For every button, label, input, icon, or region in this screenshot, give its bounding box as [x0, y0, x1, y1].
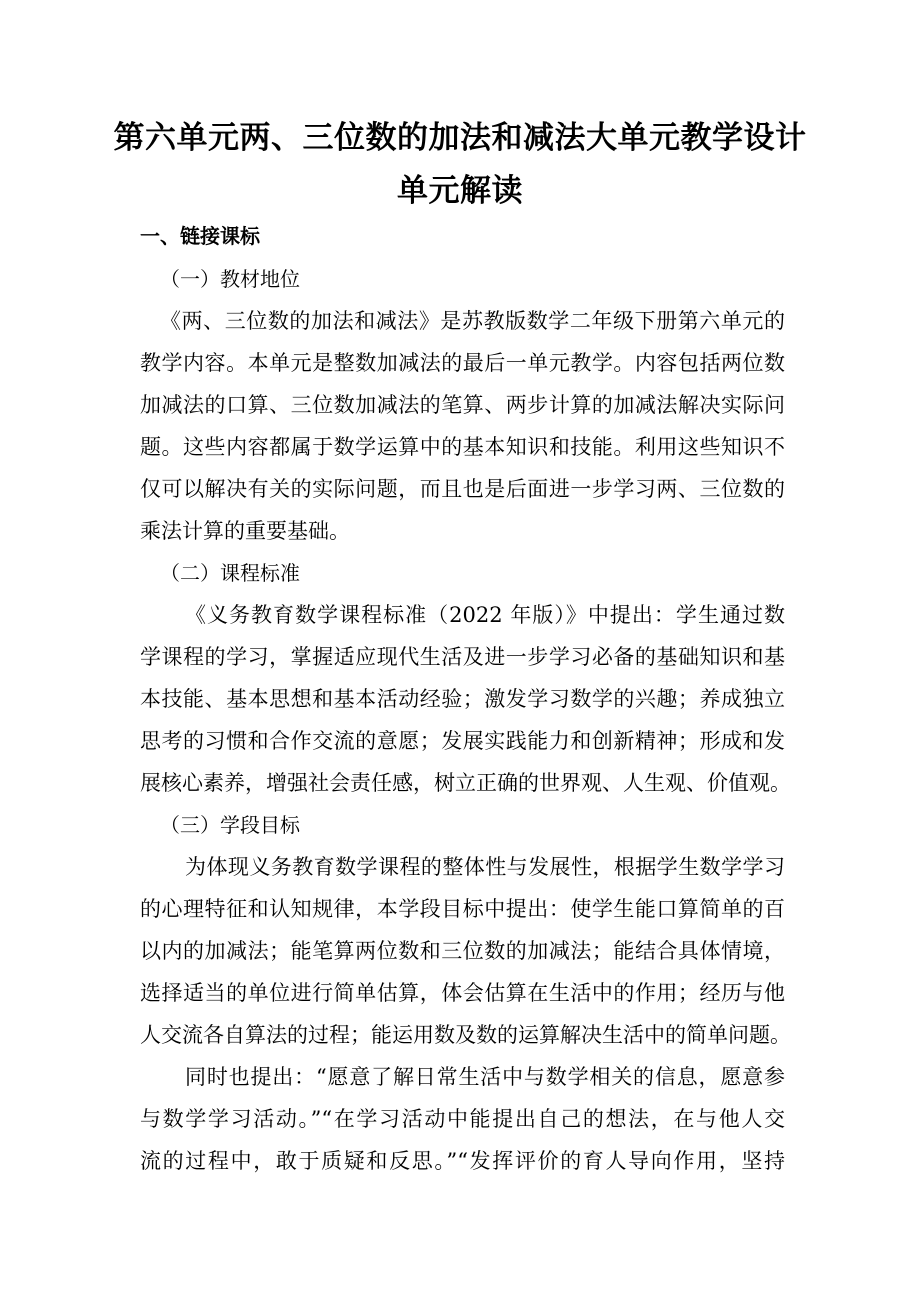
- subsection-heading-1: （一）教材地位: [160, 267, 300, 291]
- paragraph-line: 乘法计算的重要基础。: [140, 519, 350, 543]
- paragraph-line: 展核心素养，增强社会责任感，树立正确的世界观、人生观、价值观。: [140, 771, 791, 795]
- document-subtitle: 单元解读: [397, 173, 523, 209]
- paragraph-line: 的心理特征和认知规律，本学段目标中提出：使学生能口算简单的百: [140, 897, 785, 921]
- paragraph-line: 为体现义务教育数学课程的整体性与发展性，根据学生数学学习: [185, 855, 785, 879]
- paragraph-line: 思考的习惯和合作交流的意愿；发展实践能力和创新精神；形成和发: [140, 729, 785, 753]
- paragraph-line: 《两、三位数的加法和减法》是苏教版数学二年级下册第六单元的: [160, 309, 785, 333]
- subsection-heading-3: （三）学段目标: [160, 813, 300, 837]
- paragraph-line: 教学内容。本单元是整数加减法的最后一单元教学。内容包括两位数: [140, 351, 785, 375]
- paragraph-line: 人交流各自算法的过程；能运用数及数的运算解决生活中的简单问题。: [140, 1023, 791, 1047]
- paragraph-line: 仅可以解决有关的实际问题，而且也是后面进一步学习两、三位数的: [140, 477, 785, 501]
- paragraph-line: 加减法的口算、三位数加减法的笔算、两步计算的加减法解决实际问: [140, 393, 785, 417]
- subsection-heading-2: （二）课程标准: [160, 561, 300, 585]
- paragraph-line: 同时也提出：“愿意了解日常生活中与数学相关的信息，愿意参: [185, 1065, 785, 1089]
- paragraph-line: 与数学学习活动。”“在学习活动中能提出自己的想法，在与他人交: [140, 1107, 785, 1131]
- paragraph-line: 学课程的学习，掌握适应现代生活及进一步学习必备的基础知识和基: [140, 645, 785, 669]
- paragraph-line: 流的过程中，敢于质疑和反思。”“发挥评价的育人导向作用，坚持: [140, 1149, 785, 1173]
- paragraph-line: 本技能、基本思想和基本活动经验；激发学习数学的兴趣；养成独立: [140, 687, 785, 711]
- paragraph-line: 《义务教育数学课程标准（2022 年版）》中提出：学生通过数: [185, 603, 785, 627]
- section-heading: 一、链接课标: [140, 224, 260, 248]
- paragraph-line: 题。这些内容都属于数学运算中的基本知识和技能。利用这些知识不: [140, 435, 785, 459]
- paragraph-line: 选择适当的单位进行简单估算，体会估算在生活中的作用；经历与他: [140, 981, 785, 1005]
- document-title: 第六单元两、三位数的加法和减法大单元教学设计: [113, 120, 807, 156]
- paragraph-line: 以内的加减法；能笔算两位数和三位数的加减法；能结合具体情境，: [140, 939, 785, 963]
